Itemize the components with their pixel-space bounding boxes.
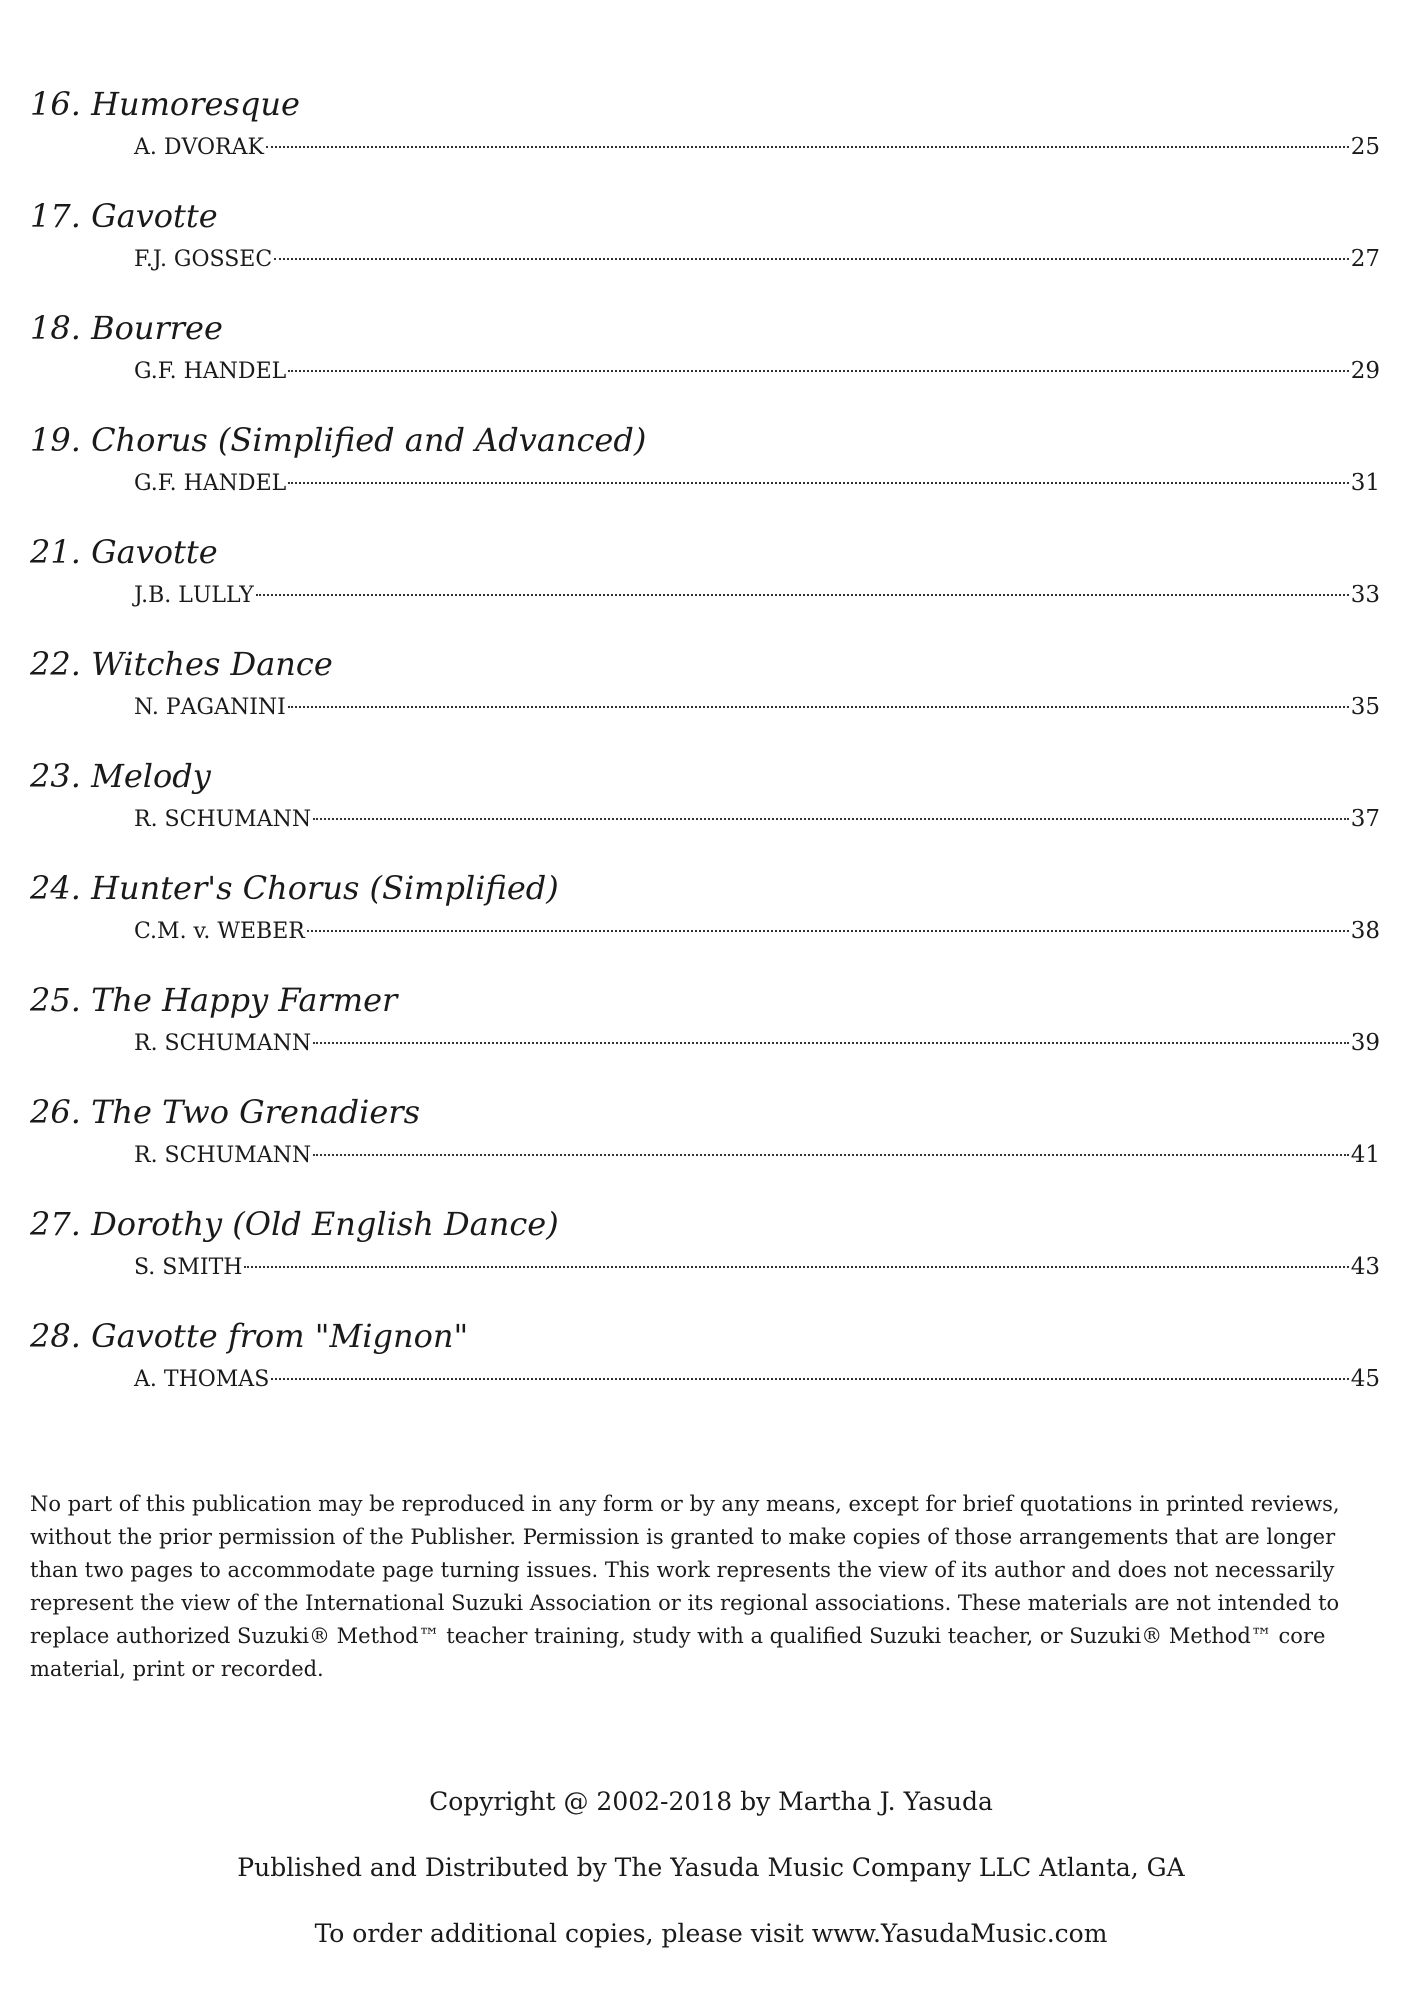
composer-surname: ANDEL bbox=[202, 359, 287, 384]
toc-title: 22. Witches Dance bbox=[30, 645, 333, 683]
composer-surname: ANDEL bbox=[202, 471, 287, 496]
dot-leader bbox=[313, 1154, 1349, 1156]
toc-entry bbox=[30, 980, 1380, 1092]
toc-page-number: 38 bbox=[1350, 918, 1380, 944]
composer-initial: R. S bbox=[134, 807, 180, 832]
toc-entry bbox=[30, 1092, 1380, 1204]
composer-initial: F.J. G bbox=[134, 247, 192, 272]
toc-composer bbox=[134, 1253, 242, 1283]
composer-initial: A. D bbox=[134, 135, 182, 160]
table-of-contents bbox=[30, 84, 1380, 1428]
toc-title: 26. The Two Grenadiers bbox=[30, 1093, 421, 1131]
toc-entry bbox=[30, 1204, 1380, 1316]
composer-surname: CHUMANN bbox=[179, 1143, 312, 1168]
toc-page-number: 33 bbox=[1350, 582, 1380, 608]
toc-line bbox=[134, 1252, 1380, 1283]
composer-surname: HOMAS bbox=[178, 1367, 270, 1392]
toc-line bbox=[134, 132, 1380, 163]
toc-line bbox=[134, 580, 1380, 611]
composer-initial: A. T bbox=[134, 1367, 179, 1392]
toc-entry bbox=[30, 1316, 1380, 1428]
toc-page-number: 35 bbox=[1350, 694, 1380, 720]
dot-leader bbox=[271, 1378, 1348, 1380]
toc-composer bbox=[134, 1029, 311, 1059]
toc-title: 27. Dorothy (Old English Dance) bbox=[30, 1205, 559, 1243]
toc-title: 28. Gavotte from "Mignon" bbox=[30, 1317, 469, 1355]
dot-leader bbox=[307, 930, 1349, 932]
composer-initial: R. S bbox=[134, 1143, 180, 1168]
toc-composer bbox=[134, 581, 254, 611]
publisher-line: Published and Distributed by The Yasuda Music Company LLC Atlanta, GA bbox=[237, 1853, 1185, 1882]
dot-leader bbox=[313, 1042, 1349, 1044]
composer-surname: EBER bbox=[239, 919, 305, 944]
toc-entry bbox=[30, 196, 1380, 308]
toc-title: 16. Humoresque bbox=[30, 85, 300, 123]
toc-line bbox=[134, 916, 1380, 947]
composer-initial: N. P bbox=[134, 695, 181, 720]
toc-page-number: 43 bbox=[1350, 1254, 1380, 1280]
toc-page-number: 29 bbox=[1350, 358, 1380, 384]
dot-leader bbox=[288, 482, 1348, 484]
composer-initial: J.B. L bbox=[134, 583, 193, 608]
toc-line bbox=[134, 692, 1380, 723]
dot-leader bbox=[256, 594, 1349, 596]
composer-initial: G.F. H bbox=[134, 359, 203, 384]
composer-initial: R. S bbox=[134, 1031, 180, 1056]
toc-composer bbox=[134, 469, 286, 499]
toc-page-number: 27 bbox=[1350, 246, 1380, 272]
toc-title: 23. Melody bbox=[30, 757, 211, 795]
toc-title: 24. Hunter's Chorus (Simplified) bbox=[30, 869, 559, 907]
toc-page-number: 25 bbox=[1350, 134, 1380, 160]
toc-line bbox=[134, 804, 1380, 835]
toc-entry bbox=[30, 644, 1380, 756]
toc-title: 19. Chorus (Simplified and Advanced) bbox=[30, 421, 647, 459]
toc-entry bbox=[30, 532, 1380, 644]
dot-leader bbox=[244, 1266, 1348, 1268]
composer-surname: VORAK bbox=[181, 135, 264, 160]
toc-page-number: 45 bbox=[1350, 1366, 1380, 1392]
composer-surname: CHUMANN bbox=[179, 807, 312, 832]
toc-composer bbox=[134, 1141, 311, 1171]
toc-composer bbox=[134, 357, 286, 387]
toc-entry bbox=[30, 84, 1380, 196]
toc-composer bbox=[134, 805, 311, 835]
dot-leader bbox=[266, 146, 1349, 148]
composer-surname: AGANINI bbox=[180, 695, 286, 720]
toc-line bbox=[134, 1364, 1380, 1395]
toc-composer bbox=[134, 133, 264, 163]
toc-composer bbox=[134, 917, 305, 947]
toc-line bbox=[134, 468, 1380, 499]
copyright-line: Copyright @ 2002-2018 by Martha J. Yasuda bbox=[429, 1787, 993, 1816]
composer-surname: OSSEC bbox=[191, 247, 273, 272]
toc-page-number: 37 bbox=[1350, 806, 1380, 832]
order-info-line: To order additional copies, please visit www.YasudaMusic.com bbox=[314, 1919, 1108, 1948]
toc-line bbox=[134, 356, 1380, 387]
toc-title: 18. Bourree bbox=[30, 309, 223, 347]
toc-composer bbox=[134, 693, 286, 723]
toc-title: 17. Gavotte bbox=[30, 197, 218, 235]
dot-leader bbox=[274, 258, 1349, 260]
toc-composer bbox=[134, 245, 272, 275]
toc-composer bbox=[134, 1365, 269, 1395]
dot-leader bbox=[313, 818, 1349, 820]
dot-leader bbox=[288, 370, 1348, 372]
toc-page-number: 31 bbox=[1350, 470, 1380, 496]
composer-initial: C.M. v. W bbox=[134, 919, 240, 944]
composer-surname: MITH bbox=[177, 1255, 243, 1280]
composer-surname: CHUMANN bbox=[179, 1031, 312, 1056]
toc-title: 25. The Happy Farmer bbox=[30, 981, 398, 1019]
dot-leader bbox=[288, 706, 1349, 708]
composer-surname: ULLY bbox=[192, 583, 254, 608]
toc-entry bbox=[30, 308, 1380, 420]
toc-line bbox=[134, 244, 1380, 275]
composer-initial: G.F. H bbox=[134, 471, 203, 496]
toc-line bbox=[134, 1028, 1380, 1059]
toc-title: 21. Gavotte bbox=[30, 533, 218, 571]
toc-entry bbox=[30, 756, 1380, 868]
toc-line bbox=[134, 1140, 1380, 1171]
copyright-notice-paragraph: No part of this publication may be reproduced in any form or by any means, except for brief quotations in printed reviews, without the prior permission of the Publisher. Permission is granted to make copies of those arrangements that are longer than two pages to accommodate page turning issues. This work represents the view of its author and does not necessarily represent the view of the International Suzuki Association or its regional associations. These materials are not intended to replace authorized Suzuki® Method™ teacher training, study with a qualified Suzuki teacher, or Suzuki® Method™ core material, print or recorded. bbox=[30, 1492, 1340, 1681]
toc-page-number: 41 bbox=[1350, 1142, 1380, 1168]
toc-page-number: 39 bbox=[1350, 1030, 1380, 1056]
toc-entry bbox=[30, 420, 1380, 532]
composer-initial: S. S bbox=[134, 1255, 178, 1280]
toc-entry bbox=[30, 868, 1380, 980]
